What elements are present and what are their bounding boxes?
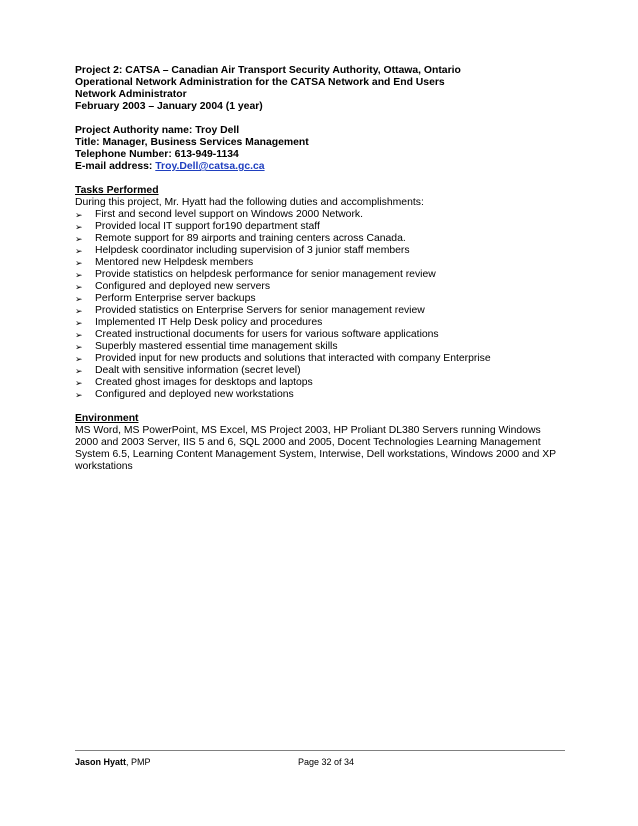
arrowhead-bullet-icon: ➢ xyxy=(75,222,83,232)
task-item-text: Created ghost images for desktops and laptops xyxy=(95,377,313,388)
authority-title: Title: Manager, Business Services Management xyxy=(75,137,309,148)
environment-heading: Environment xyxy=(75,413,139,424)
task-item-text: Provided input for new products and solutions that interacted with company Enterprise xyxy=(95,353,491,364)
arrowhead-bullet-icon: ➢ xyxy=(75,282,83,292)
footer-divider xyxy=(75,750,565,751)
task-item-text: Configured and deployed new workstations xyxy=(95,389,294,400)
authority-email-link[interactable]: Troy.Dell@catsa.gc.ca xyxy=(155,161,265,172)
task-item-text: Mentored new Helpdesk members xyxy=(95,257,254,268)
task-item-text: Implemented IT Help Desk policy and procedures xyxy=(95,317,323,328)
task-item xyxy=(75,233,565,245)
spacer xyxy=(75,113,565,125)
project-role: Network Administrator xyxy=(75,89,187,100)
tasks-intro: During this project, Mr. Hyatt had the following duties and accomplishments: xyxy=(75,197,424,208)
footer-page-number: Page 32 of 34 xyxy=(298,757,355,767)
arrowhead-bullet-icon: ➢ xyxy=(75,318,83,328)
arrowhead-bullet-icon: ➢ xyxy=(75,366,83,376)
task-item xyxy=(75,221,565,233)
arrowhead-bullet-icon: ➢ xyxy=(75,306,83,316)
task-item-text: Helpdesk coordinator including supervision of 3 junior staff members xyxy=(95,245,410,256)
task-item xyxy=(75,317,565,329)
authority-phone: Telephone Number: 613-949-1134 xyxy=(75,149,239,160)
task-item xyxy=(75,365,565,377)
task-item xyxy=(75,245,565,257)
arrowhead-bullet-icon: ➢ xyxy=(75,378,83,388)
arrowhead-bullet-icon: ➢ xyxy=(75,234,83,244)
authority-name: Project Authority name: Troy Dell xyxy=(75,125,240,136)
authority-email-row xyxy=(75,161,565,173)
task-item xyxy=(75,281,565,293)
environment-text: MS Word, MS PowerPoint, MS Excel, MS Project 2003, HP Proliant DL380 Servers running Windows 2000 and 2003 Server, IIS 5 and 6, SQL 2000 and 2005, Docent Technologies Learning Management System 6.5, Learning Content Management System, Interwise, Dell workstations, Windows 2000 and XP workstations xyxy=(75,425,556,472)
task-item xyxy=(75,389,565,401)
arrowhead-bullet-icon: ➢ xyxy=(75,210,83,220)
arrowhead-bullet-icon: ➢ xyxy=(75,294,83,304)
task-item xyxy=(75,269,565,281)
task-item-text: Provided local IT support for190 department staff xyxy=(95,221,320,232)
task-item xyxy=(75,293,565,305)
task-item xyxy=(75,341,565,353)
spacer xyxy=(75,173,565,185)
task-item-text: Remote support for 89 airports and training centers across Canada. xyxy=(95,233,406,244)
footer-author xyxy=(75,757,151,768)
task-item-text: Dealt with sensitive information (secret level) xyxy=(95,365,301,376)
page-content xyxy=(75,65,565,473)
footer-author-name: Jason Hyatt xyxy=(75,757,127,767)
task-item-text: First and second level support on Windows 2000 Network. xyxy=(95,209,363,220)
authority-email-label: E-mail address: xyxy=(75,161,156,172)
task-item xyxy=(75,329,565,341)
spacer xyxy=(75,401,565,413)
arrowhead-bullet-icon: ➢ xyxy=(75,246,83,256)
task-item-text: Superbly mastered essential time management skills xyxy=(95,341,338,352)
arrowhead-bullet-icon: ➢ xyxy=(75,342,83,352)
task-item-text: Configured and deployed new servers xyxy=(95,281,271,292)
task-item xyxy=(75,209,565,221)
arrowhead-bullet-icon: ➢ xyxy=(75,270,83,280)
footer-author-suffix: , PMP xyxy=(126,757,151,767)
task-item-text: Provide statistics on helpdesk performance for senior management review xyxy=(95,269,436,280)
task-item xyxy=(75,257,565,269)
arrowhead-bullet-icon: ➢ xyxy=(75,354,83,364)
project-subtitle: Operational Network Administration for the CATSA Network and End Users xyxy=(75,77,445,88)
task-item-text: Perform Enterprise server backups xyxy=(95,293,256,304)
tasks-list xyxy=(75,209,565,401)
task-item-text: Provided statistics on Enterprise Servers for senior management review xyxy=(95,305,425,316)
tasks-heading: Tasks Performed xyxy=(75,185,159,196)
task-item xyxy=(75,377,565,389)
project-dates: February 2003 – January 2004 (1 year) xyxy=(75,101,263,112)
task-item xyxy=(75,305,565,317)
project-title: Project 2: CATSA – Canadian Air Transport Security Authority, Ottawa, Ontario xyxy=(75,65,461,76)
arrowhead-bullet-icon: ➢ xyxy=(75,330,83,340)
task-item xyxy=(75,353,565,365)
task-item-text: Created instructional documents for users for various software applications xyxy=(95,329,439,340)
arrowhead-bullet-icon: ➢ xyxy=(75,258,83,268)
arrowhead-bullet-icon: ➢ xyxy=(75,390,83,400)
